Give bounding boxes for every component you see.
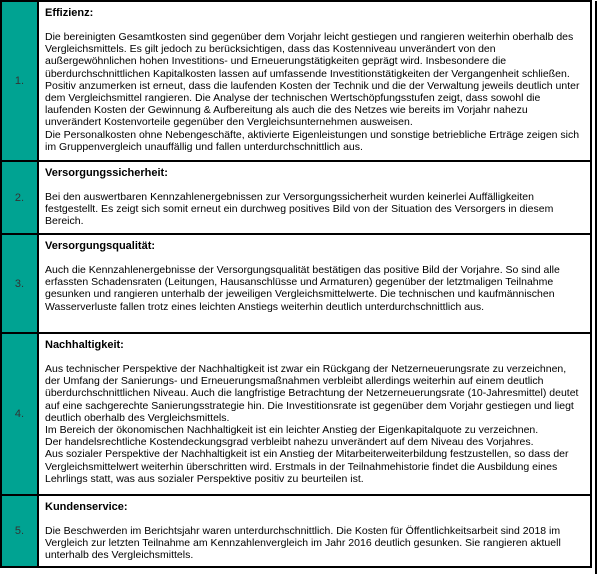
section-paragraph: Die bereinigten Gesamtkosten sind gegenüber dem Vorjahr leicht gestiegen und rangieren weiterhin oberhalb des Vergleichsmittels. Es gilt jedoch zu berücksichtigen, dass das Kostenniveau unverändert von den außergewöhnlichen hohen Investitions- und Erneuerungstätigkeiten geprägt wird. Insbesondere die überdurchschnittlichen Kapitalkosten lassen auf umfassende Investitionstätigkeiten der Vergangenheit schließen. Positiv anzumerken ist erneut, dass die laufenden Kosten der Technik und die der Verwaltung jeweils deutlich unter dem Vergleichsmittel rangieren. Die Analyse der technischen Wertschöpfungsstufen zeigt, dass sowohl die laufenden Kosten der Gewinnung & Aufbereitung als auch die des Netzes wie bereits im Vorjahr nahezu unverändert Kostenvorteile gegenüber den Vergleichsunternehmen ausweisen.: [45, 31, 580, 129]
table-row: [1, 161, 591, 234]
row-content-cell: [38, 1, 591, 161]
row-number-cell: [1, 333, 38, 495]
row-number: 3.: [14, 277, 25, 290]
section-title-effizienz: Effizienz:: [45, 7, 94, 19]
row-number: 4.: [14, 408, 25, 420]
section-paragraph: Auch die Kennzahlenergebnisse der Versorgungsqualität bestätigen das positive Bild der Vorjahre. So sind alle erfassten Schadensraten (Leitungen, Hausanschlüsse und Armaturen) gegenüber der letztmaligen Teilnahme gesunken und rangieren unterhalb der jeweiligen Vergleichsmittelwerte. Die technischen und kaufmännischen Wasserverluste fallen trotz eines leichten Anstiegs weiterhin deutlich unterdurchschnittlich aus.: [45, 264, 560, 313]
section-paragraph: Aus technischer Perspektive der Nachhaltigkeit ist zwar ein Rückgang der Netzerneuerungsrate zu verzeichnen, der Umfang der Sanierungs- und Erneuerungsmaßnahmen verbleibt allerdings weiterhin auf einem deutlich überdurchschnittlichen Niveau. Auch die langfristige Betrachtung der Netzerneuerungsrate (10-Jahresmittel) deutet auf eine sachgerechte Sanierungsstrategie hin. Die Investitionsrate ist gegenüber dem Vorjahr gestiegen und liegt deutlich oberhalb des Vergleichsmittels.: [45, 363, 579, 424]
row-content-cell: [38, 234, 591, 333]
section-paragraph: Die Personalkosten ohne Nebengeschäfte, aktivierte Eigenleistungen und sonstige betriebliche Erträge zeigen sich im Gruppenvergleich unauffällig und fallen unterdurchschnittlich aus.: [45, 128, 580, 153]
row-number: 1.: [14, 75, 25, 87]
section-title-versorgungsqualitaet: Versorgungsqualität:: [45, 240, 156, 252]
row-number-cell: [1, 234, 38, 333]
table-row: [1, 234, 591, 333]
row-number-cell: [1, 161, 38, 234]
section-paragraph: Aus sozialer Perspektive der Nachhaltigkeit ist ein Anstieg der Mitarbeiterweiterbildung festzustellen, so dass der Vergleichsmittelwert weiterhin überschritten wird. Erstmals in der Teilnahmehistorie findet die Ausbildung eines Lehrlings statt, was aus sozialer Perspektive positiv zu beurteilen ist.: [45, 448, 569, 485]
table-row: [1, 495, 591, 567]
table-outer-right-border: [595, 1, 597, 574]
table-row: [1, 333, 591, 495]
section-paragraph: Bei den auswertbaren Kennzahlenergebnissen zur Versorgungssicherheit wurden keinerlei Auffälligkeiten festgestellt. Es zeigt sich somit erneut ein durchweg positives Bild von der Situation des Versorgers in diesem Bereich.: [45, 191, 554, 228]
section-paragraph: Die Beschwerden im Berichtsjahr waren unterdurchschnittlich. Die Kosten für Öffentlichkeitsarbeit sind 2018 im Vergleich zur letzten Teilnahme am Kennzahlenvergleich im Jahr 2016 deutlich gesunken. Sie rangieren aktuell unterhalb des Vergleichsmittels.: [45, 525, 561, 562]
section-paragraph: Der handelsrechtliche Kostendeckungsgrad verbleibt nahezu unverändert auf dem Niveau des Vorjahres.: [45, 436, 534, 449]
row-number-cell: [1, 495, 38, 567]
section-paragraph: Im Bereich der ökonomischen Nachhaltigkeit ist ein leichter Anstieg der Eigenkapitalquote zu verzeichnen.: [45, 424, 539, 437]
section-title-kundenservice: Kundenservice:: [45, 501, 128, 513]
row-number-cell: [1, 1, 38, 161]
row-number: 2.: [14, 191, 25, 204]
table-row: [1, 1, 591, 161]
row-number: 5.: [14, 524, 25, 537]
row-content-cell: [38, 333, 591, 495]
section-title-nachhaltigkeit: Nachhaltigkeit:: [45, 339, 124, 351]
row-content-cell: [38, 161, 591, 234]
row-content-cell: [38, 495, 591, 567]
section-title-versorgungssicherheit: Versorgungssicherheit:: [45, 167, 168, 179]
